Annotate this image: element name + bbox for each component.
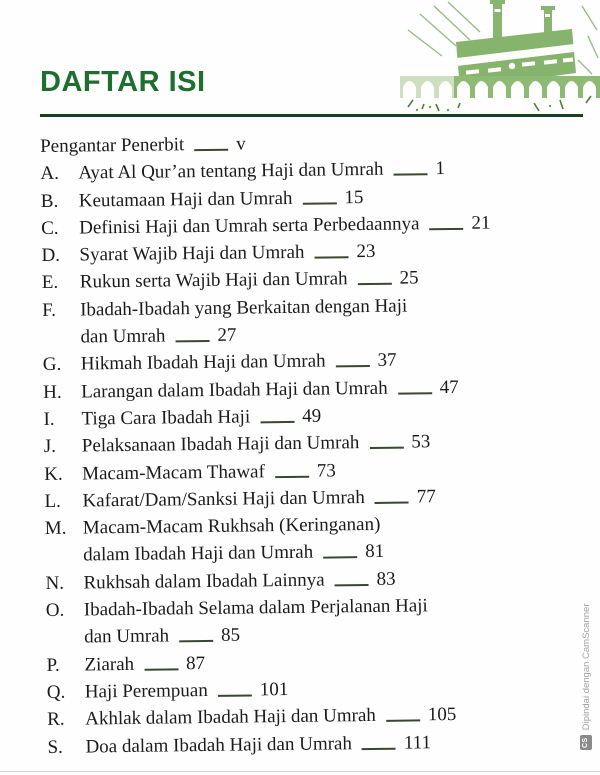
toc-entry-page: 85 bbox=[220, 624, 241, 647]
toc-entry-label: A. bbox=[40, 163, 60, 185]
toc-entry-text: Hikmah Ibadah Haji dan Umrah 37 bbox=[80, 350, 397, 375]
kaaba-icon bbox=[400, 0, 600, 118]
toc-entry-text: Macam-Macam Thawaf 73 bbox=[82, 459, 336, 485]
toc-entry-text: Ayat Al Qur’an tentang Haji dan Umrah 1 bbox=[78, 158, 446, 184]
scan-edge-line bbox=[0, 771, 600, 773]
toc-entry bbox=[42, 290, 573, 351]
toc-entry-label: M. bbox=[44, 517, 67, 540]
toc-entry-page: 87 bbox=[185, 652, 206, 674]
toc-entry-page: 111 bbox=[403, 731, 432, 754]
toc-entry-text: Pelaksanaan Ibadah Haji dan Umrah 53 bbox=[81, 431, 431, 457]
leader-line bbox=[314, 251, 348, 258]
leader-line bbox=[398, 387, 432, 394]
toc-entry-page: 23 bbox=[356, 241, 376, 263]
toc-entry-page: 81 bbox=[365, 541, 385, 563]
toc-entry-text: Ziarah 87 bbox=[84, 652, 206, 676]
title-underline bbox=[40, 114, 583, 117]
toc-entry-label: K. bbox=[44, 463, 63, 485]
leader-line bbox=[358, 278, 392, 285]
toc-entry-page: 73 bbox=[316, 459, 336, 482]
leader-line bbox=[336, 360, 370, 367]
leader-line bbox=[393, 169, 427, 176]
toc-list bbox=[40, 127, 578, 761]
toc-entry bbox=[46, 591, 577, 652]
leader-line bbox=[302, 197, 336, 204]
toc-entry-text: Rukun serta Wajib Haji dan Umrah 25 bbox=[79, 267, 419, 294]
leader-line bbox=[323, 552, 357, 559]
toc-entry-label: B. bbox=[40, 190, 59, 212]
toc-entry-text: Larangan dalam Ibadah Haji dan Umrah 47 bbox=[81, 376, 459, 403]
leader-line bbox=[429, 223, 463, 230]
leader-line bbox=[362, 742, 396, 749]
toc-entry-page: 53 bbox=[411, 431, 431, 453]
leader-line bbox=[275, 470, 309, 477]
toc-entry-page: 83 bbox=[376, 568, 396, 590]
toc-entry-text: Ibadah-Ibadah yang Berkaitan dengan Haji bbox=[80, 295, 408, 321]
toc-entry-text: Tiga Cara Ibadah Haji 49 bbox=[81, 405, 322, 430]
toc-entry-page: 47 bbox=[439, 376, 459, 398]
leader-line bbox=[218, 689, 252, 696]
toc-entry-page: 77 bbox=[416, 486, 436, 508]
toc-entry-label: N. bbox=[45, 572, 65, 594]
toc-entry-label: L. bbox=[44, 490, 61, 512]
toc-entry-label: J. bbox=[43, 436, 57, 458]
camscanner-icon: CS bbox=[580, 735, 592, 750]
toc-entry bbox=[45, 509, 576, 570]
toc-entry-page: 1 bbox=[435, 158, 446, 180]
toc-entry-label: Q. bbox=[46, 681, 66, 703]
toc-entry-text: Rukhsah dalam Ibadah Lainnya 83 bbox=[83, 568, 396, 594]
leader-line bbox=[179, 635, 213, 642]
toc-entry-text: Keutamaan Haji dan Umrah 15 bbox=[78, 186, 364, 212]
leader-line bbox=[335, 579, 369, 586]
toc-entry-label: P. bbox=[46, 654, 60, 676]
toc-entry-label: C. bbox=[41, 217, 59, 239]
toc-entry-text: Definisi Haji dan Umrah serta Perbedaannya 21 bbox=[79, 212, 491, 239]
toc-entry-page: 15 bbox=[344, 186, 364, 208]
toc-entry-text: dan Umrah 85 bbox=[84, 624, 241, 648]
toc-entry-page: 49 bbox=[302, 405, 322, 427]
leader-line bbox=[144, 663, 178, 670]
toc-entry-text: dan Umrah 27 bbox=[80, 324, 237, 348]
kaaba-illustration bbox=[400, 0, 600, 118]
toc-entry bbox=[47, 727, 577, 761]
toc-entry-label: G. bbox=[42, 354, 62, 376]
toc-entry-page: 37 bbox=[377, 350, 397, 372]
toc-entry-text: Haji Perempuan 101 bbox=[84, 678, 289, 703]
toc-entry-text: Ibadah-Ibadah Selama dalam Perjalanan Haji bbox=[83, 595, 428, 621]
toc-entry-text: Doa dalam Ibadah Haji dan Umrah 111 bbox=[85, 731, 432, 758]
leader-line bbox=[375, 496, 409, 503]
toc-entry-page: 21 bbox=[471, 212, 491, 234]
leader-line bbox=[260, 416, 294, 423]
toc-entry-page: 101 bbox=[259, 678, 289, 701]
toc-entry-label: O. bbox=[45, 599, 65, 622]
toc-entry-label: R. bbox=[47, 708, 65, 731]
toc-entry-text: Pengantar Penerbit v bbox=[40, 133, 246, 157]
leader-line bbox=[175, 335, 209, 342]
leader-line bbox=[369, 442, 403, 449]
toc-entry-label: I. bbox=[43, 408, 55, 430]
toc-entry-label: H. bbox=[43, 381, 62, 403]
toc-entry-text: dalam Ibadah Haji dan Umrah 81 bbox=[83, 541, 385, 566]
toc-entry-text: Macam-Macam Rukhsah (Keringanan) bbox=[82, 514, 381, 539]
toc-entry-label: E. bbox=[41, 272, 59, 294]
toc-entry-page: v bbox=[236, 133, 246, 155]
toc-entry-text: Syarat Wajib Haji dan Umrah 23 bbox=[79, 241, 376, 266]
leader-line bbox=[386, 715, 420, 722]
toc-entry-label: F. bbox=[42, 299, 57, 321]
camscanner-text: Dipindai dengan CamScanner bbox=[580, 603, 592, 731]
toc-entry-page: 27 bbox=[217, 324, 237, 346]
toc-entry-page: 25 bbox=[399, 267, 419, 290]
camscanner-watermark bbox=[579, 560, 593, 750]
page-title: DAFTAR ISI bbox=[40, 66, 206, 98]
toc-entry-text: Kafarat/Dam/Sanksi Haji dan Umrah 77 bbox=[82, 486, 436, 512]
toc-entry-label: D. bbox=[41, 244, 61, 267]
toc-entry-label: S. bbox=[47, 736, 63, 758]
toc-entry-page: 105 bbox=[427, 704, 457, 726]
leader-line bbox=[194, 144, 228, 151]
toc-entry-text: Akhlak dalam Ibadah Haji dan Umrah 105 bbox=[85, 704, 457, 730]
